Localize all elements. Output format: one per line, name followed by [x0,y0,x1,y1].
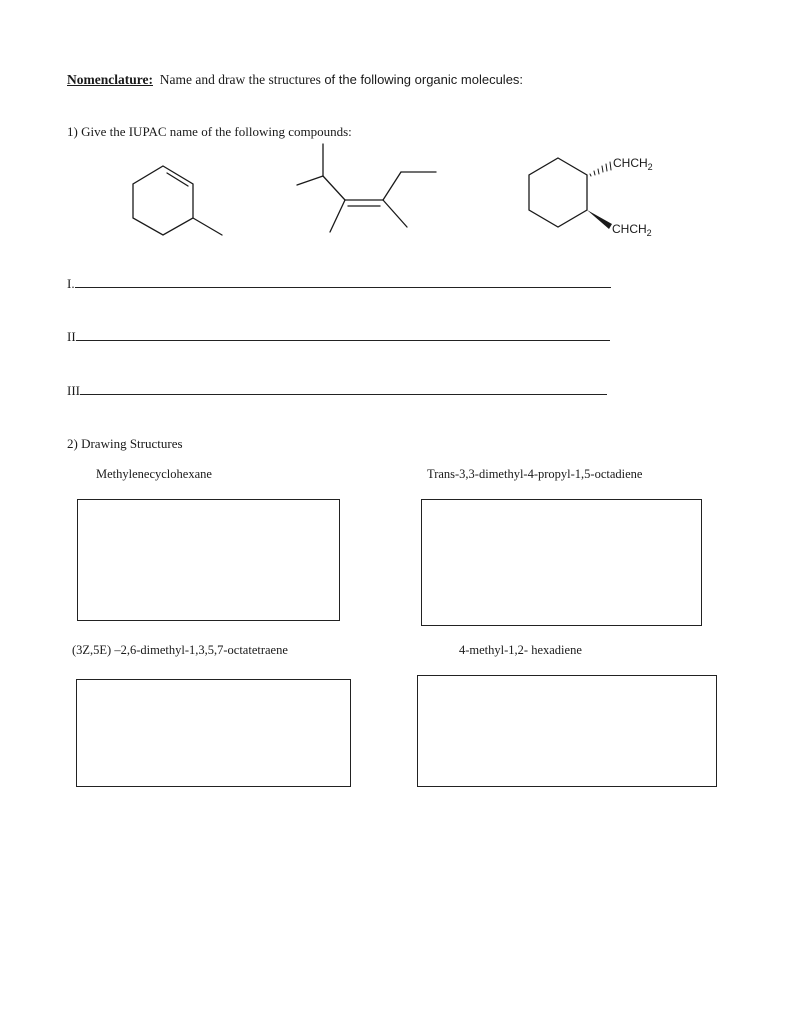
answer-label: III [67,383,80,398]
answer-row-3 [67,382,607,399]
answer-line-1[interactable] [75,275,611,288]
answer-line-3[interactable] [80,382,607,395]
molecule-structures [0,130,791,390]
drawing-box-4[interactable] [417,675,717,787]
substituent-bottom-label: $CHCH_2$ [612,222,652,238]
molecule-3-cyclohexane [529,158,612,229]
instructions-serif: Name and draw the structures [159,72,321,87]
answer-line-2[interactable] [76,328,610,341]
page-title [67,72,523,88]
answer-row-1 [67,275,611,292]
molecule-2-alkene [297,144,436,232]
substituent-top-label: $CHCH_2$ [613,156,653,172]
answer-row-2 [67,328,610,345]
drawing-label-4: 4-methyl-1,2- hexadiene [459,643,582,657]
answer-label: II [67,329,76,344]
instructions-sans: of the following organic molecules: [324,72,524,87]
drawing-box-2[interactable] [421,499,702,626]
drawing-box-1[interactable] [77,499,340,621]
question-1-title: 1) Give the IUPAC name of the following compounds: [67,124,352,139]
answer-label: I. [67,276,75,291]
drawing-box-3[interactable] [76,679,351,787]
drawing-label-1: Methylenecyclohexane [96,467,212,481]
drawing-label-3: (3Z,5E) –2,6-dimethyl-1,3,5,7-octatetraene [72,643,288,657]
question-2-title: 2) Drawing Structures [67,436,183,451]
wedge-bond [587,210,612,229]
nomenclature-label: Nomenclature: [67,72,153,87]
drawing-label-2: Trans-3,3-dimethyl-4-propyl-1,5-octadiene [427,467,643,481]
molecule-1-cyclohexene [133,166,222,235]
